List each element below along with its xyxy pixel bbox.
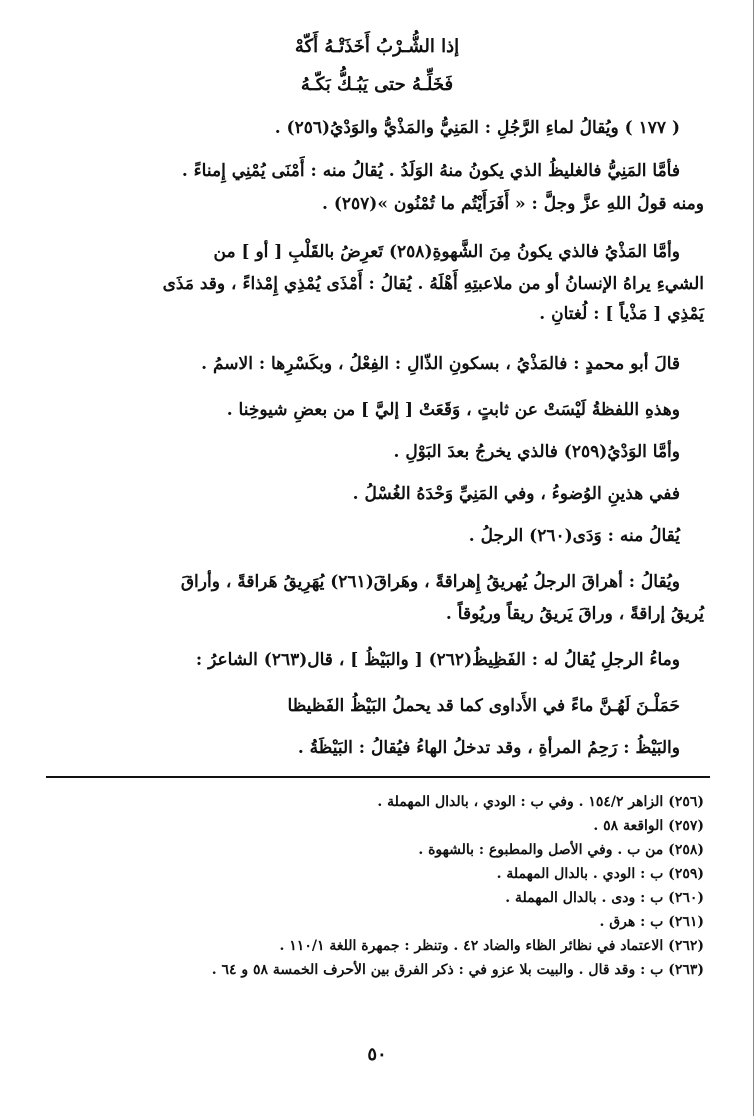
footnote-258: (٢٥٨) من ب . وفي الأصل والمطبوع : بالشهوة . xyxy=(418,842,704,858)
paragraph-mani-2: ومنه قولُ اللهِ عزَّ وجلَّ : « أَفَرَأَيْتُم ما تُمْنُون »(٢٥٧) . xyxy=(321,194,704,214)
paragraph-baydh: والبَيْظُ : رَحِمُ المرأةِ ، وقد تدخلُ الهاءُ فيُقالُ : البَيْظَةُ . xyxy=(297,738,680,758)
page-number: ٥٠ xyxy=(367,1044,387,1065)
paragraph-ahraqa-2: يُريقُ إراقةً ، وراقَ يَريقُ ريقاً وريُوقاً . xyxy=(445,604,704,624)
paragraph-wada: يُقالُ منه : وَدَى(٢٦٠) الرجلُ . xyxy=(468,526,680,546)
footnote-260: (٢٦٠) ب : ودى . بالدال المهملة . xyxy=(505,890,704,906)
paragraph-fazeez: وماءُ الرجلِ يُقالُ له : الفَظِيظُ(٢٦٢) [ والبَيْظُ ] ، قال(٢٦٣) الشاعرُ : xyxy=(195,650,680,670)
paragraph-ahraqa-1: ويُقالُ : أهراقَ الرجلُ يُهريقُ إِهراقةً ، وهَراقَ(٢٦١) يُهَرِيقُ هَراقةً ، وأراقَ xyxy=(180,572,680,592)
paragraph-wady: وأمَّا الوَدْيُ(٢٥٩) فالذي يخرجُ بعدَ البَوْلِ . xyxy=(393,442,680,462)
footnote-263: (٢٦٣) ب : وقد قال . والبيت بلا عزو في : ذكر الفرق بين الأحرف الخمسة ٥٨ و ٦٤ . xyxy=(211,962,704,978)
paragraph-ghusl: ففي هذينِ الوُضوءُ ، وفي المَنِيِّ وَحْدَهُ الغُسْلُ . xyxy=(352,484,680,504)
footnote-261: (٢٦١) ب : هرق . xyxy=(599,914,704,930)
footnote-259: (٢٥٩) ب : الودي . بالدال المهملة . xyxy=(496,866,704,882)
paragraph-177: ( ١٧٧ ) ويُقالُ لماءِ الرَّجُلِ : المَنِيُّ والمَذْيُّ والوَدْيُ(٢٥٦) . xyxy=(274,118,680,138)
paragraph-madhy-2: الشيءِ يراهُ الإنسانُ أو من ملاعبتِهِ أَهْلَهُ . يُقالُ : أَمْذَى يُمْذِي إِمْذاءً ، وقد مَذَى xyxy=(162,274,704,294)
paragraph-madhy-3: يَمْذِي [ مَذْياً ] : لُغتانِ . xyxy=(539,304,704,324)
footnote-256: (٢٥٦) الزاهر ١٥٤/٢ . وفي ب : الودي ، بالدال المهملة . xyxy=(377,794,704,810)
poem-line-2: فَخَلِّـهُ حتى يَبُـكُّ بَكّـهُ xyxy=(300,74,454,95)
paragraph-madhy-1: وأمَّا المَذْيُ فالذي يكونُ مِنَ الشَّهوةِ(٢٥٨) تَعرِضُ بالقَلْبِ [ أو ] من xyxy=(213,242,680,262)
verse-line: حَمَلْـنَ لَهُـنَّ ماءً في الأَداوى كما قد يحملُ البَيْظُ الفَظيظا xyxy=(287,696,680,716)
paragraph-lafza: وهذهِ اللفظةُ لَيْسَتْ عن ثابتٍ ، وَقَعَتْ [ إليَّ ] من بعضِ شيوخِنا . xyxy=(226,400,680,420)
paragraph-mani-1: فأمَّا المَنِيُّ فالغليظُ الذي يكونُ منهُ الوَلَدُ . يُقالُ منه : أَمْنَى يُمْنِي إِمناءً . xyxy=(181,161,680,181)
footnote-separator xyxy=(46,776,710,778)
footnote-262: (٢٦٢) الاعتماد في نظائر الظاء والضاد ٤٢ . وتنظر : جمهرة اللغة ١١٠/١ . xyxy=(279,938,704,954)
footnote-257: (٢٥٧) الواقعة ٥٨ . xyxy=(593,818,704,834)
paragraph-abu-muhammad: قالَ أبو محمدٍ : فالمَذْيُ ، بسكونِ الذّالِ : الفِعْلُ ، وبكَسْرِها : الاسمُ . xyxy=(201,354,680,374)
poem-line-1: إذا الشُّـرْبُ أَخَذَتْـهُ أَكّهْ xyxy=(294,36,460,57)
